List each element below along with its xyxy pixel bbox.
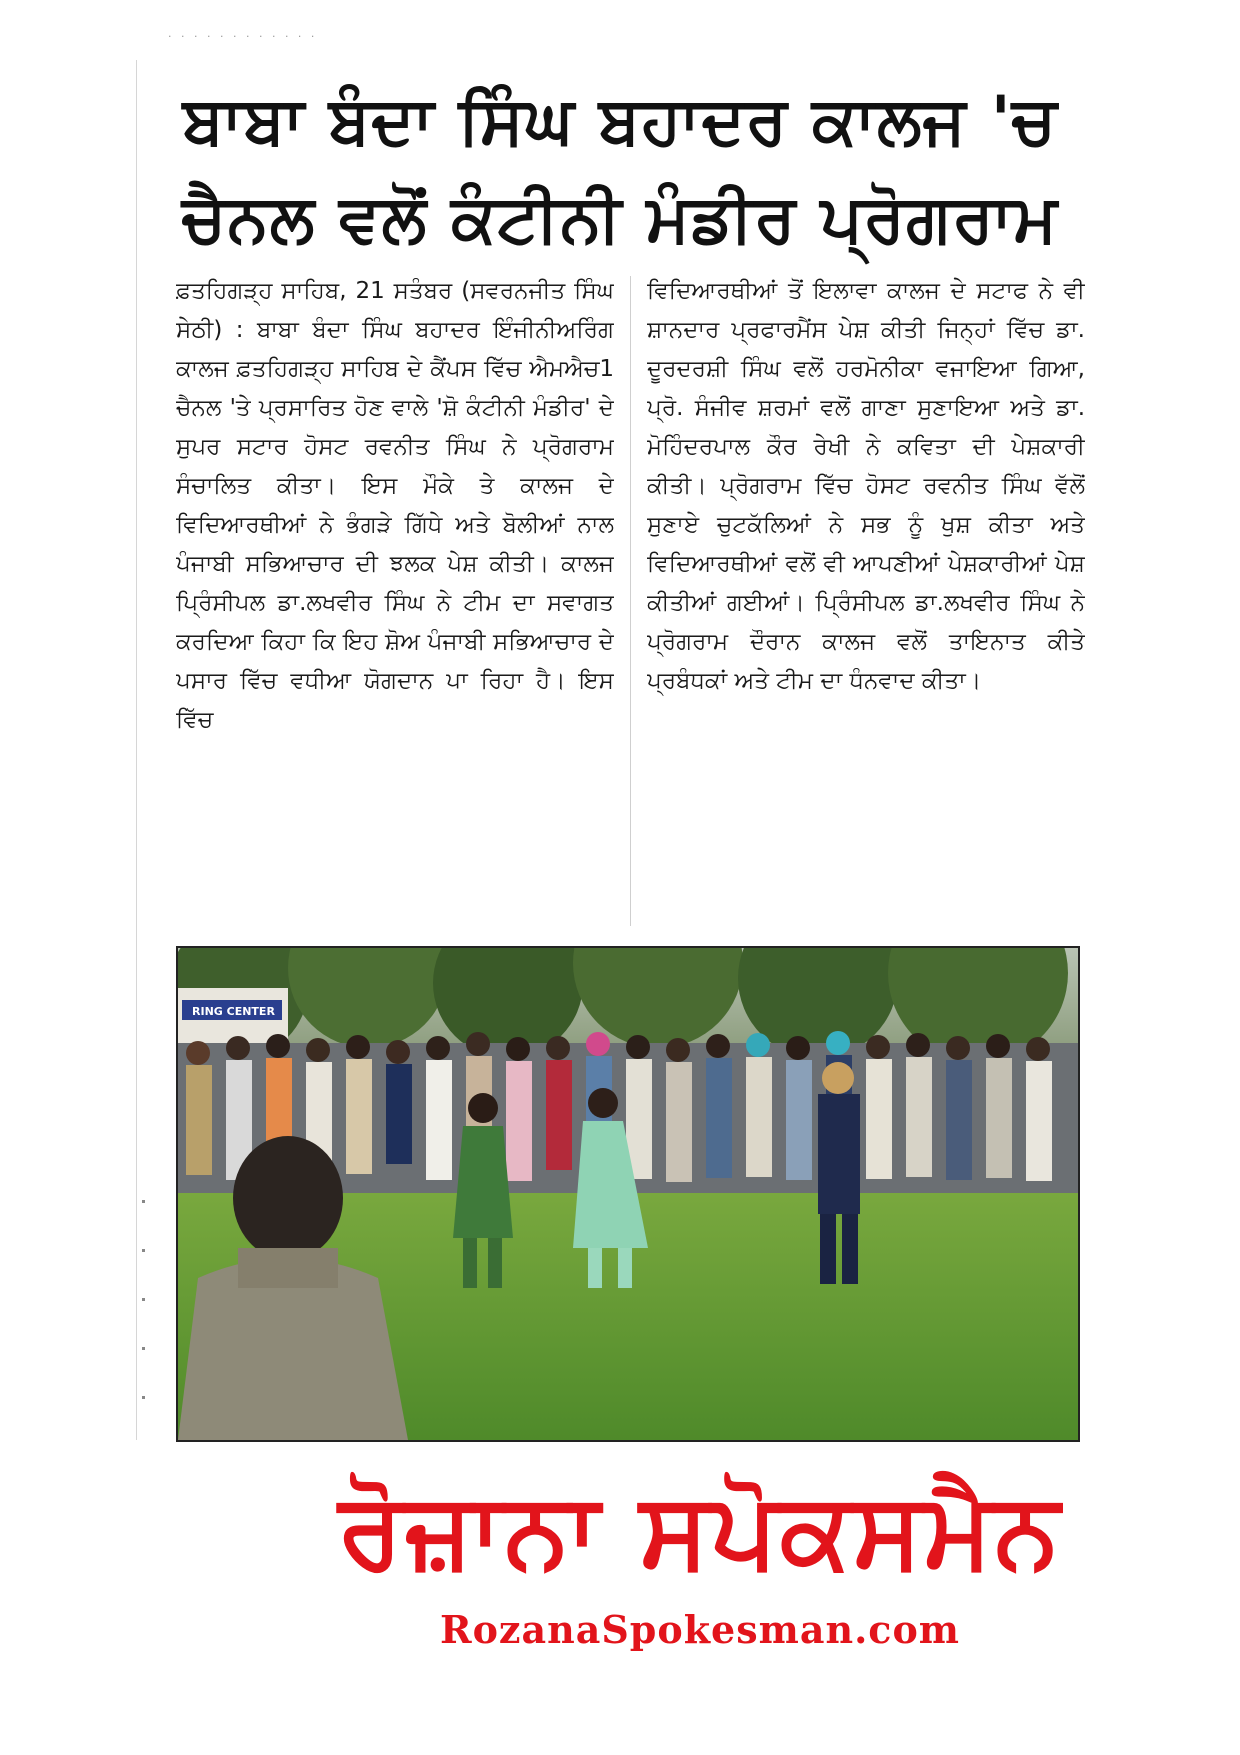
- top-page-strip: · · · · · · · · · · · ·: [168, 30, 318, 43]
- masthead-title: ਰੋਜ਼ਾਨਾ ਸਪੋਕਸਮੈਨ: [338, 1469, 1062, 1591]
- news-photo: [176, 946, 1080, 1442]
- article-column-2: ਵਿਦਿਆਰਥੀਆਂ ਤੋਂ ਇਲਾਵਾ ਕਾਲਜ ਦੇ ਸਟਾਫ ਨੇ ਵੀ ਸ਼ਾਨਦਾਰ ਪ੍ਰਫਾਰਮੈਂਸ ਪੇਸ਼ ਕੀਤੀ ਜਿਨ੍ਹਾਂ ਵਿੱਚ ਡਾ. ਦੂਰਦਰਸ਼ੀ ਸਿੰਘ ਵਲੋਂ ਹਰਮੋਨੀਕਾ ਵਜਾਇਆ ਗਿਆ, ਪ੍ਰੋ. ਸੰਜੀਵ ਸ਼ਰਮਾਂ ਵਲੋਂ ਗਾਣਾ ਸੁਣਾਇਆ ਅਤੇ ਡਾ. ਮੋਹਿੰਦਰਪਾਲ ਕੌਰ ਰੇਖੀ ਨੇ ਕਵਿਤਾ ਦੀ ਪੇਸ਼ਕਾਰੀ ਕੀਤੀ। ਪ੍ਰੋਗਰਾਮ ਵਿੱਚ ਹੋਸਟ ਰਵਨੀਤ ਸਿੰਘ ਵੱਲੋਂ ਸੁਣਾਏ ਚੁਟਕੱਲਿਆਂ ਨੇ ਸਭ ਨੂੰ ਖੁਸ਼ ਕੀਤਾ ਅਤੇ ਵਿਦਿਆਰਥੀਆਂ ਵਲੋਂ ਵੀ ਆਪਣੀਆਂ ਪੇਸ਼ਕਾਰੀਆਂ ਪੇਸ਼ ਕੀਤੀਆਂ ਗਈਆਂ। ਪ੍ਰਿੰਸੀਪਲ ਡਾ.ਲਖਵੀਰ ਸਿੰਘ ਨੇ ਪ੍ਰੋਗਰਾਮ ਦੌਰਾਨ ਕਾਲਜ ਵਲੋਂ ਤਾਇਨਾਤ ਕੀਤੇ ਪ੍ਰਬੰਧਕਾਂ ਅਤੇ ਟੀਮ ਦਾ ਧੰਨਵਾਦ ਕੀਤਾ।: [647, 278, 1085, 694]
- headline: [160, 72, 1080, 268]
- article-column-1: ਫ਼ਤਹਿਗੜ੍ਹ ਸਾਹਿਬ, 21 ਸਤੰਬਰ (ਸਵਰਨਜੀਤ ਸਿੰਘ ਸੇਠੀ) : ਬਾਬਾ ਬੰਦਾ ਸਿੰਘ ਬਹਾਦਰ ਇੰਜੀਨੀਅਰਿੰਗ ਕਾਲਜ ਫ਼ਤਹਿਗੜ੍ਹ ਸਾਹਿਬ ਦੇ ਕੈਂਪਸ ਵਿੱਚ ਐਮਐਚ1 ਚੈਨਲ 'ਤੇ ਪ੍ਰਸਾਰਿਤ ਹੋਣ ਵਾਲੇ 'ਸ਼ੋ ਕੰਟੀਨੀ ਮੰਡੀਰ' ਦੇ ਸੁਪਰ ਸਟਾਰ ਹੋਸਟ ਰਵਨੀਤ ਸਿੰਘ ਨੇ ਪ੍ਰੋਗਰਾਮ ਸੰਚਾਲਿਤ ਕੀਤਾ। ਇਸ ਮੌਕੇ ਤੇ ਕਾਲਜ ਦੇ ਵਿਦਿਆਰਥੀਆਂ ਨੇ ਭੰਗੜੇ ਗਿੱਧੇ ਅਤੇ ਬੋਲੀਆਂ ਨਾਲ ਪੰਜਾਬੀ ਸਭਿਆਚਾਰ ਦੀ ਝਲਕ ਪੇਸ਼ ਕੀਤੀ। ਕਾਲਜ ਪ੍ਰਿੰਸੀਪਲ ਡਾ.ਲਖਵੀਰ ਸਿੰਘ ਨੇ ਟੀਮ ਦਾ ਸਵਾਗਤ ਕਰਦਿਆ ਕਿਹਾ ਕਿ ਇਹ ਸ਼ੋਅ ਪੰਜਾਬੀ ਸਭਿਆਚਾਰ ਦੇ ਪਸਾਰ ਵਿੱਚ ਵਧੀਆ ਯੋਗਦਾਨ ਪਾ ਰਿਹਾ ਹੈ। ਇਸ ਵਿੱਚ: [176, 278, 614, 733]
- masthead-website: RozanaSpokesman.com: [439, 1607, 960, 1652]
- photo-illustration: [178, 948, 1078, 1440]
- column-divider: [630, 276, 631, 926]
- headline-line-2: ਚੈਨਲ ਵਲੋਂ ਕੰਟੀਨੀ ਮੰਡੀਰ ਪ੍ਰੋਗਰਾਮ: [181, 180, 1059, 257]
- page-margin-rule: [136, 60, 137, 1440]
- headline-line-1: ਬਾਬਾ ਬੰਦਾ ਸਿੰਘ ਬਹਾਦਰ ਕਾਲਜ 'ਚ: [182, 82, 1058, 159]
- photo-banner-text: RING CENTER: [192, 1005, 275, 1018]
- margin-marks: [142, 1200, 148, 1420]
